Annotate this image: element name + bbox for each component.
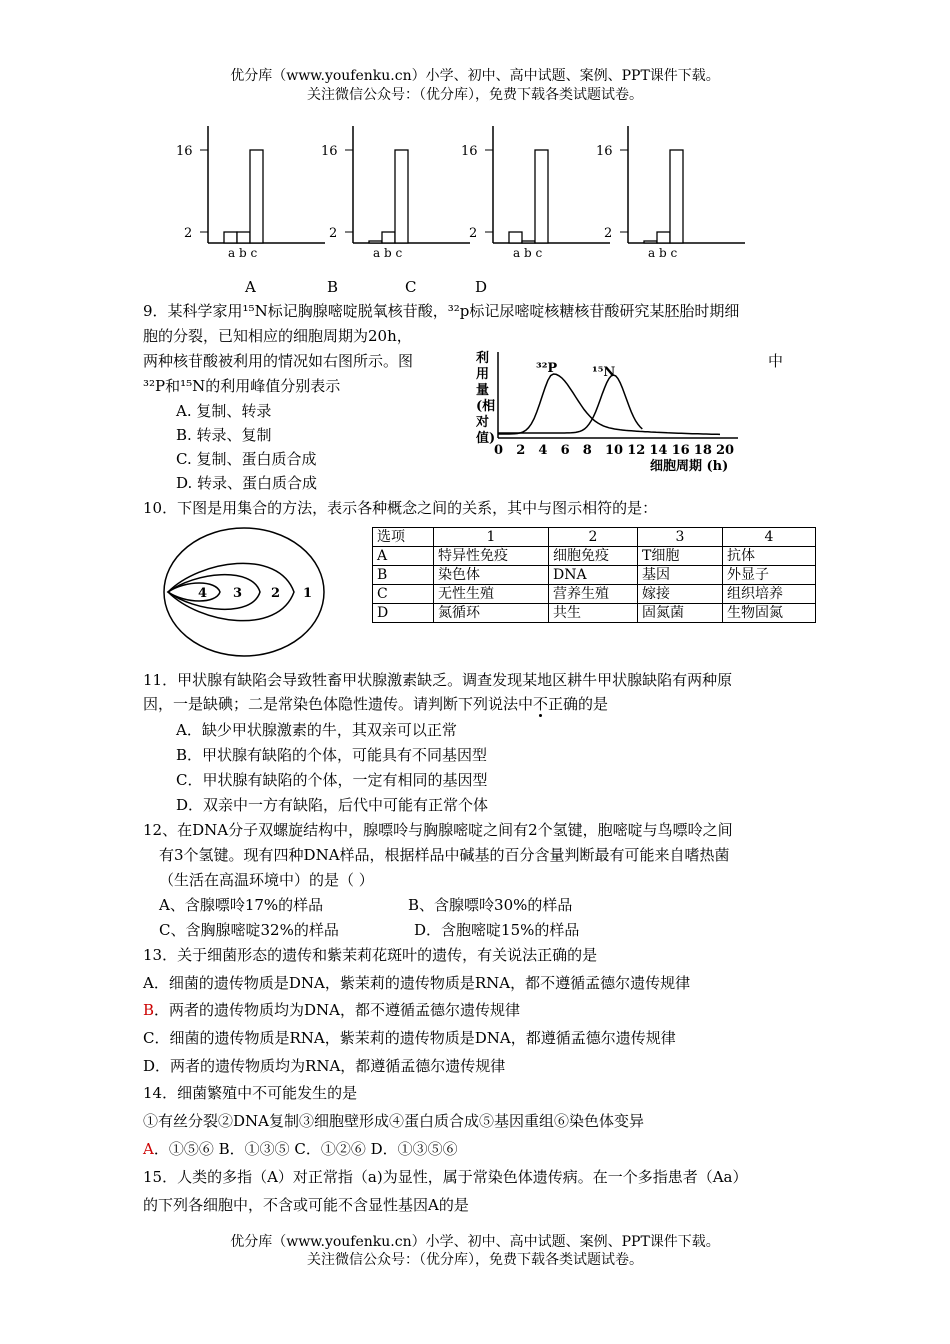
x-tick-6: 6 <box>560 443 570 458</box>
q9-option-a: A. 复制、转录 <box>176 402 272 420</box>
x-labels: a b c <box>228 246 258 260</box>
circle-label-4: 4 <box>198 586 208 601</box>
bar-a <box>509 232 522 243</box>
bar-chart-b <box>321 126 470 260</box>
svg-text:用: 用 <box>476 367 490 382</box>
q9-ylabel <box>475 350 495 446</box>
q12-option-c: C、含胸腺嘧啶32%的样品 <box>159 921 339 939</box>
x-tick-20: 20 <box>716 443 735 458</box>
q14-options: A．①⑤⑥ B．①③⑤ C．①②⑥ D．①③⑤⑥ <box>143 1140 458 1158</box>
circle-3 <box>168 575 260 610</box>
x-tick-16: 16 <box>671 443 690 458</box>
header-line-1: 优分库（www.youfenku.cn）小学、初中、高中试题、案例、PPT课件下载。 <box>230 68 720 84</box>
table-row: B 染色体 DNA 基因 外显子 <box>373 566 816 585</box>
bar-chart-d <box>596 126 745 260</box>
q11-option-c: C．甲状腺有缺陷的个体，一定有相同的基因型 <box>176 771 488 789</box>
table-row: C 无性生殖 营养生殖 嫁接 组织培养 <box>373 585 816 604</box>
svg-text:量: 量 <box>476 383 490 398</box>
q11-option-d: D．双亲中一方有缺陷，后代中可能有正常个体 <box>176 796 489 814</box>
answer-mark: B <box>143 1001 155 1019</box>
q10-nested-circles <box>160 524 330 660</box>
x-tick-0: 0 <box>494 443 504 458</box>
q14-items: ①有丝分裂②DNA复制③细胞壁形成④蛋白质合成⑤基因重组⑥染色体变异 <box>143 1112 644 1130</box>
label-32p: ³²P <box>536 361 558 376</box>
label-15n: ¹⁵N <box>592 365 616 380</box>
q12-line-3: （生活在高温环境中）的是（ ） <box>159 871 374 889</box>
q13-option-a: A．细菌的遗传物质是DNA，紫茉莉的遗传物质是RNA，都不遵循孟德尔遗传规律 <box>143 974 691 992</box>
x-tick-2: 2 <box>516 443 526 458</box>
x-tick-14: 14 <box>649 443 668 458</box>
q11-option-b: B．甲状腺有缺陷的个体，可能具有不同基因型 <box>176 746 488 764</box>
q11-option-a: A．缺少甲状腺激素的牛，其双亲可以正常 <box>176 721 457 739</box>
bar-a <box>369 241 382 243</box>
option-label-d: D <box>475 278 488 296</box>
y-tick-2: 2 <box>469 226 478 241</box>
q11-line-2: 因，一是缺碘；二是常染色体隐性遗传。请判断下列说法中不正确的是 <box>143 695 609 713</box>
emphasis-not: 不 <box>533 695 549 713</box>
q9-line-chart <box>470 346 760 478</box>
x-labels: a b c <box>648 246 678 260</box>
q9-option-b: B. 转录、复制 <box>176 426 272 444</box>
y-tick-16: 16 <box>596 144 613 159</box>
x-tick-12: 12 <box>627 443 646 458</box>
q9-option-c: C. 复制、蛋白质合成 <box>176 450 317 468</box>
svg-text:对: 对 <box>476 415 490 430</box>
q13-option-b: B．两者的遗传物质均为DNA，都不遵循孟德尔遗传规律 <box>143 1001 521 1019</box>
y-tick-2: 2 <box>604 226 613 241</box>
curve-15n <box>498 375 642 433</box>
q9-option-d: D. 转录、蛋白质合成 <box>176 474 318 492</box>
q12-line-1: 12、在DNA分子双螺旋结构中，腺嘌呤与胸腺嘧啶之间有2个氢键，胞嘧啶与鸟嘌呤之间 <box>143 821 733 839</box>
q11-line-1: 11．甲状腺有缺陷会导致牲畜甲状腺激素缺乏。调查发现某地区耕牛甲状腺缺陷有两种原 <box>143 671 733 689</box>
x-tick-8: 8 <box>582 443 592 458</box>
bar-c <box>250 150 263 243</box>
x-tick-10: 10 <box>605 443 624 458</box>
q13-option-c: C．细菌的遗传物质是RNA，紫茉莉的遗传物质是DNA，都遵循孟德尔遗传规律 <box>143 1029 676 1047</box>
bar-c <box>535 150 548 243</box>
q13-stem: 13．关于细菌形态的遗传和紫茉莉花斑叶的遗传，有关说法正确的是 <box>143 946 598 964</box>
q9-line-4: ³²P和¹⁵N的利用峰值分别表示 <box>143 377 341 395</box>
y-tick-2: 2 <box>184 226 193 241</box>
bar-a <box>224 232 237 243</box>
bar-b <box>522 241 535 243</box>
q12-line-2: 有3个氢键。现有四种DNA样品，根据样品中碱基的百分含量判断最有可能来自嗜热菌 <box>159 846 730 864</box>
q10-stem: 10．下图是用集合的方法，表示各种概念之间的关系，其中与图示相符的是： <box>143 499 658 517</box>
bar-chart-a <box>176 126 325 260</box>
svg-text:(相: (相 <box>476 399 496 414</box>
table-row: A 特异性免疫 细胞免疫 T细胞 抗体 <box>373 547 816 566</box>
y-tick-2: 2 <box>329 226 338 241</box>
y-tick-16: 16 <box>461 144 478 159</box>
bar-chart-c <box>461 126 613 260</box>
footer-line-2: 关注微信公众号：（优分库），免费下载各类试题试卷。 <box>307 1252 643 1268</box>
x-labels: a b c <box>513 246 543 260</box>
q15-line-1: 15．人类的多指（A）对正常指（a)为显性，属于常染色体遗传病。在一个多指患者（Aa） <box>143 1168 748 1186</box>
q12-option-a: A、含腺嘌呤17%的样品 <box>159 896 324 914</box>
q9-xlabel: 细胞周期 (h) <box>650 459 729 474</box>
footer-line-1: 优分库（www.youfenku.cn）小学、初中、高中试题、案例、PPT课件下载。 <box>230 1234 720 1250</box>
x-tick-4: 4 <box>538 443 548 458</box>
bar-a <box>644 241 657 243</box>
q15-line-2: 的下列各细胞中，不含或可能不含显性基因A的是 <box>143 1196 469 1214</box>
x-tick-18: 18 <box>693 443 712 458</box>
y-tick-16: 16 <box>321 144 338 159</box>
q9-line-1: 9．某科学家用¹⁵N标记胸腺嘧啶脱氧核苷酸，³²p标记尿嘧啶核糖核苷酸研究某胚胎时期细 <box>143 302 740 320</box>
q9-line-2: 胞的分裂，已知相应的细胞周期为20h， <box>143 327 412 345</box>
circle-label-2: 2 <box>271 586 281 601</box>
circle-1 <box>164 528 324 656</box>
header-line-2: 关注微信公众号：（优分库），免费下载各类试题试卷。 <box>307 87 643 103</box>
option-label-a: A <box>245 278 256 296</box>
bar-b <box>657 232 670 243</box>
option-label-c: C <box>405 278 417 296</box>
answer-mark: A <box>143 1140 154 1158</box>
svg-text:值): 值) <box>476 431 496 446</box>
q13-option-d: D．两者的遗传物质均为RNA，都遵循孟德尔遗传规律 <box>143 1057 506 1075</box>
q14-stem: 14．细菌繁殖中不可能发生的是 <box>143 1084 358 1102</box>
q12-option-b: B、含腺嘌呤30%的样品 <box>408 896 573 914</box>
svg-text:利: 利 <box>476 351 490 366</box>
q9-line-3-tail: 中 <box>768 352 784 370</box>
bar-charts-figure <box>160 118 780 296</box>
q9-line-3: 两种核苷酸被利用的情况如右图所示。图 <box>143 352 414 370</box>
x-labels: a b c <box>373 246 403 260</box>
circle-label-1: 1 <box>303 586 313 601</box>
curve-32p <box>498 374 720 434</box>
circle-label-3: 3 <box>233 586 243 601</box>
bar-b <box>237 232 250 243</box>
table-row: D 氮循环 共生 固氮菌 生物固氮 <box>373 604 816 623</box>
bar-c <box>395 150 408 243</box>
bar-c <box>670 150 683 243</box>
q10-table <box>372 527 816 623</box>
option-label-b: B <box>327 278 339 296</box>
table-header-row: 选项 1 2 3 4 <box>373 528 816 547</box>
bar-b <box>382 232 395 243</box>
q12-option-d: D．含胞嘧啶15%的样品 <box>414 921 580 939</box>
y-tick-16: 16 <box>176 144 193 159</box>
